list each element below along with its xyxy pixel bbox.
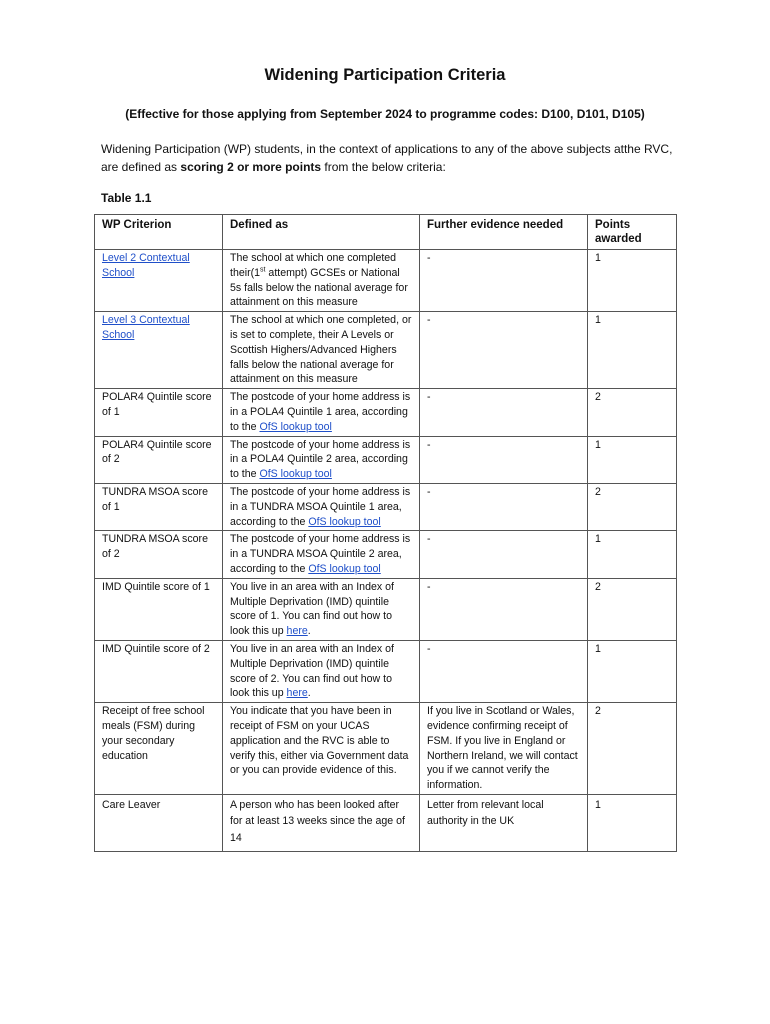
criterion-cell: TUNDRA MSOA score of 2 — [95, 531, 223, 578]
points-cell: 2 — [588, 703, 677, 795]
defined-text: You live in an area with an Index of Multiple Deprivation (IMD) quintile score of 2. You can find out how to look this up — [230, 642, 394, 700]
page-title: Widening Participation Criteria — [264, 66, 506, 84]
evidence-cell: If you live in Scotland or Wales, evidence confirming receipt of FSM. If you live in England or Northern Ireland, we will contact you if we cannot verify the information. — [420, 703, 588, 795]
intro-paragraph — [101, 140, 681, 176]
intro-bold-text: scoring 2 or more points — [180, 160, 322, 174]
defined-text: The postcode of your home address is in a POLA4 Quintile 2 area, according to the — [230, 438, 411, 481]
table-row — [95, 250, 677, 312]
points-cell: 1 — [588, 250, 677, 312]
criterion-cell — [95, 250, 223, 312]
criterion-cell: TUNDRA MSOA score of 1 — [95, 483, 223, 530]
ofs-lookup-link[interactable]: OfS lookup tool — [259, 420, 332, 433]
defined-text: The postcode of your home address is in a TUNDRA MSOA Quintile 2 area, according to the — [230, 533, 411, 575]
evidence-cell: - — [420, 483, 588, 530]
defined-cell — [223, 531, 420, 578]
header-defined-as: Defined as — [223, 215, 420, 250]
criterion-link[interactable]: Level 2 Contextual School — [102, 252, 190, 279]
table-header-row — [95, 215, 677, 250]
points-cell: 1 — [588, 640, 677, 702]
defined-text: The postcode of your home address is in a TUNDRA MSOA Quintile 1 area, according to the — [230, 485, 411, 528]
here-link[interactable]: here — [286, 687, 308, 700]
intro-text-end: from the below criteria: — [321, 160, 446, 174]
defined-cell — [223, 436, 420, 483]
defined-text-end: . — [307, 625, 311, 638]
defined-cell — [223, 483, 420, 530]
evidence-cell: - — [420, 312, 588, 389]
evidence-cell: - — [420, 389, 588, 436]
table-row — [95, 578, 677, 640]
defined-cell: A person who has been looked after for at least 13 weeks since the age of 14 — [223, 794, 420, 852]
points-cell: 1 — [588, 531, 677, 578]
points-cell: 2 — [588, 483, 677, 530]
evidence-cell: - — [420, 578, 588, 640]
evidence-cell: - — [420, 436, 588, 483]
defined-cell: The school at which one completed their(1st attempt) GCSEs or National 5s falls below the national average for attainment on this measure — [223, 250, 420, 312]
page-subtitle: (Effective for those applying from September 2024 to programme codes: D100, D101, D105) — [125, 107, 645, 121]
criterion-cell: POLAR4 Quintile score of 2 — [95, 436, 223, 483]
intro-text: Widening Participation (WP) students, in the context of applications to any of the above subjects atthe RVC, are defined as — [101, 142, 673, 174]
defined-cell: You indicate that you have been in receipt of FSM on your UCAS application and the RVC is able to verify this, either via Government data or you can provide evidence of this. — [223, 703, 420, 795]
criterion-cell: POLAR4 Quintile score of 1 — [95, 389, 223, 436]
table-row — [95, 312, 677, 389]
table-row — [95, 640, 677, 702]
criteria-table — [94, 214, 677, 852]
defined-text: The postcode of your home address is in a POLA4 Quintile 1 area, according to the — [230, 391, 411, 433]
points-cell: 1 — [588, 436, 677, 483]
criterion-link[interactable]: Level 3 Contextual School — [102, 314, 190, 341]
points-cell: 1 — [588, 794, 677, 852]
criterion-cell — [95, 312, 223, 389]
ofs-lookup-link[interactable]: OfS lookup tool — [308, 562, 381, 575]
header-points: Points awarded — [588, 215, 677, 250]
table-caption: Table 1.1 — [101, 191, 152, 205]
defined-text: You live in an area with an Index of Multiple Deprivation (IMD) quintile score of 1. You can find out how to look this up — [230, 580, 394, 638]
criterion-cell: Receipt of free school meals (FSM) during your secondary education — [95, 703, 223, 795]
criterion-cell: IMD Quintile score of 1 — [95, 578, 223, 640]
table-row — [95, 703, 677, 795]
ofs-lookup-link[interactable]: OfS lookup tool — [308, 515, 381, 528]
evidence-cell: - — [420, 250, 588, 312]
evidence-cell: - — [420, 531, 588, 578]
table-row — [95, 389, 677, 436]
points-cell: 2 — [588, 578, 677, 640]
criterion-cell: IMD Quintile score of 2 — [95, 640, 223, 702]
defined-text-end: . — [307, 687, 311, 700]
evidence-cell: - — [420, 640, 588, 702]
defined-cell — [223, 389, 420, 436]
header-criterion: WP Criterion — [95, 215, 223, 250]
defined-cell — [223, 640, 420, 702]
defined-cell — [223, 578, 420, 640]
criterion-cell: Care Leaver — [95, 794, 223, 852]
points-cell: 2 — [588, 389, 677, 436]
header-evidence: Further evidence needed — [420, 215, 588, 250]
table-row — [95, 531, 677, 578]
ofs-lookup-link[interactable]: OfS lookup tool — [259, 468, 332, 481]
table-row — [95, 436, 677, 483]
evidence-cell: Letter from relevant local authority in the UK — [420, 794, 588, 852]
defined-cell: The school at which one completed, or is set to complete, their A Levels or Scottish Highers/Advanced Highers falls below the national average for attainment on this measure — [223, 312, 420, 389]
table-row — [95, 483, 677, 530]
points-cell: 1 — [588, 312, 677, 389]
table-row — [95, 794, 677, 852]
here-link[interactable]: here — [286, 625, 308, 638]
